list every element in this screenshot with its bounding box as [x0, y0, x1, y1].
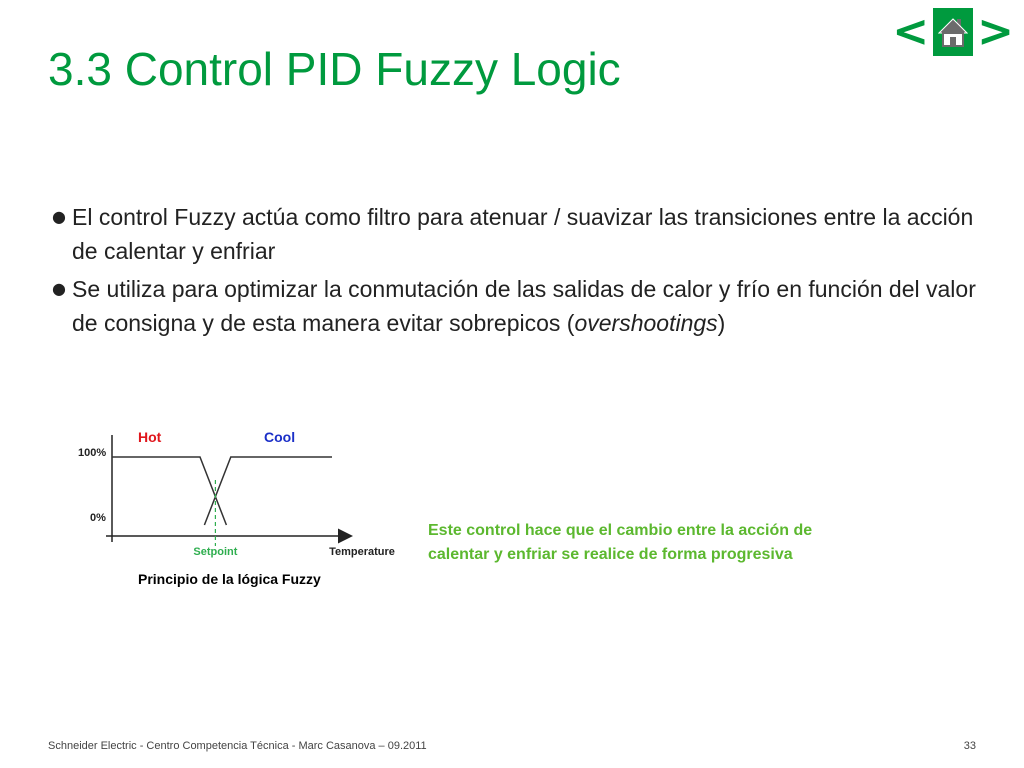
- x-tick-label-setpoint: Setpoint: [193, 546, 238, 558]
- figure-caption: Principio de la lógica Fuzzy: [138, 571, 321, 587]
- home-icon: [938, 16, 968, 48]
- y-tick-label-100: 100%: [78, 447, 107, 459]
- fuzzy-chart-svg: [60, 415, 410, 575]
- figure-note: Este control hace que el cambio entre la acción de calentar y enfriar se realice de forma progresiva: [428, 522, 813, 563]
- chevron-right-icon: >: [977, 6, 1014, 57]
- chevron-left-icon: <: [892, 6, 930, 57]
- bullet-list: [52, 200, 992, 344]
- bullet-text: [72, 276, 976, 336]
- prev-slide-button[interactable]: [890, 6, 931, 57]
- series-label-hot: Hot: [138, 429, 162, 445]
- bullet-text-part: Se utiliza para optimizar la conmutación de las salidas de calor y frío en función del valor de consigna y de esta manera evitar sobrepicos (: [72, 276, 976, 336]
- fuzzy-chart: [60, 415, 410, 585]
- y-tick-label-0: 0%: [90, 512, 106, 524]
- bullet-marker: ●: [52, 207, 66, 226]
- footer-text: Schneider Electric - Centro Competencia Técnica - Marc Casanova – 09.2011: [48, 740, 427, 752]
- series-line-hot: [112, 457, 226, 525]
- home-button[interactable]: [933, 8, 973, 56]
- x-axis-label: Temperature: [329, 546, 395, 558]
- bullet-item: [52, 200, 992, 268]
- slide-title: 3.3 Control PID Fuzzy Logic: [48, 43, 621, 95]
- page-number: 33: [963, 740, 976, 752]
- bullet-text-italic: overshootings: [574, 310, 718, 336]
- bullet-text-part: ): [717, 310, 726, 336]
- series-label-cool: Cool: [264, 429, 296, 445]
- bullet-text: El control Fuzzy actúa como filtro para atenuar / suavizar las transiciones entre la acción de calentar y enfriar: [72, 204, 974, 264]
- series-line-cool: [204, 457, 332, 525]
- bullet-item: [52, 272, 992, 340]
- bullet-marker: ●: [52, 279, 66, 298]
- slide-navigation: [890, 6, 1016, 58]
- next-slide-button[interactable]: [975, 6, 1016, 57]
